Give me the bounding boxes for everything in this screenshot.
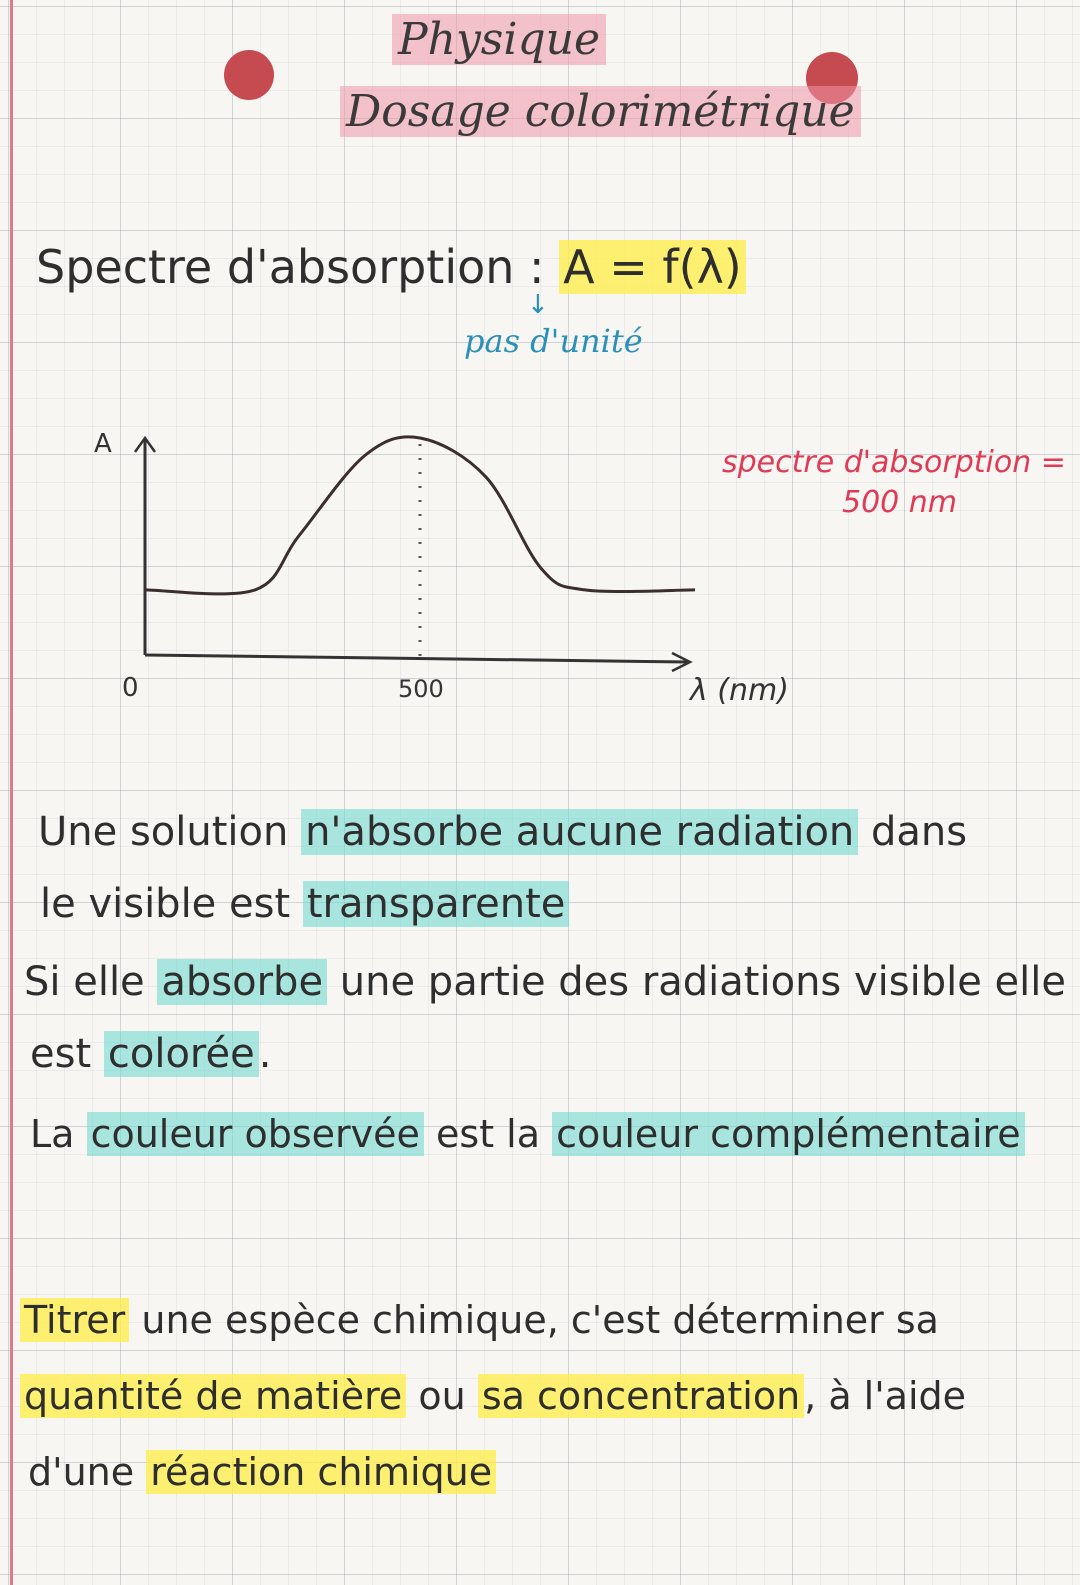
highlight-absorbs: absorbe <box>157 959 327 1005</box>
highlight-concentration: sa concentration <box>478 1374 804 1418</box>
highlight-quantity: quantité de matière <box>20 1374 406 1418</box>
highlight-chemical-reaction: réaction chimique <box>146 1450 496 1494</box>
titration-line-3: d'une réaction chimique <box>28 1444 496 1500</box>
arrow-down-icon: ↓ <box>527 290 549 320</box>
subject-heading: Physique <box>392 14 606 65</box>
spectrum-formula: A = f(λ) <box>559 240 746 294</box>
definition-line-2: le visible est transparente <box>40 876 569 932</box>
peak-annotation-line2: 500 nm <box>842 485 958 520</box>
highlight-titrate: Titrer <box>20 1298 129 1342</box>
highlight-complementary-color: couleur complémentaire <box>552 1112 1025 1156</box>
highlight-colored: colorée <box>104 1031 259 1077</box>
spectrum-heading-row <box>36 240 746 294</box>
x-tick-label-500: 500 <box>398 675 444 703</box>
x-axis <box>145 655 688 662</box>
highlight-observed-color: couleur observée <box>87 1112 424 1156</box>
spectrum-heading: Spectre d'absorption : <box>36 240 545 294</box>
binder-hole-left <box>224 50 274 100</box>
highlight-no-absorption: n'absorbe aucune radiation <box>301 809 858 855</box>
definition-line-4: est colorée . <box>30 1031 272 1077</box>
absorption-chart <box>0 400 1080 720</box>
titration-line-2: quantité de matière ou sa concentration , à l'aide <box>20 1368 966 1424</box>
highlight-transparent: transparente <box>303 881 570 927</box>
definition-line-1: Une solution n'absorbe aucune radiation dans <box>38 809 968 855</box>
formula-unit-note: pas d'unité <box>464 322 643 360</box>
page-title: Dosage colorimétrique <box>340 86 861 137</box>
x-axis-label: λ (nm) <box>690 673 789 708</box>
titration-line-1: Titrer une espèce chimique, c'est déterminer sa <box>20 1292 939 1348</box>
margin-line <box>10 0 13 1585</box>
y-axis-label: A <box>94 429 112 459</box>
definition-line-5: La couleur observée est la couleur complémentaire <box>30 1106 1025 1162</box>
origin-label: 0 <box>122 673 139 703</box>
definition-line-3: Si elle absorbe une partie des radiations visible elle <box>24 959 1066 1005</box>
peak-annotation-line1: spectre d'absorption = <box>722 445 1066 480</box>
